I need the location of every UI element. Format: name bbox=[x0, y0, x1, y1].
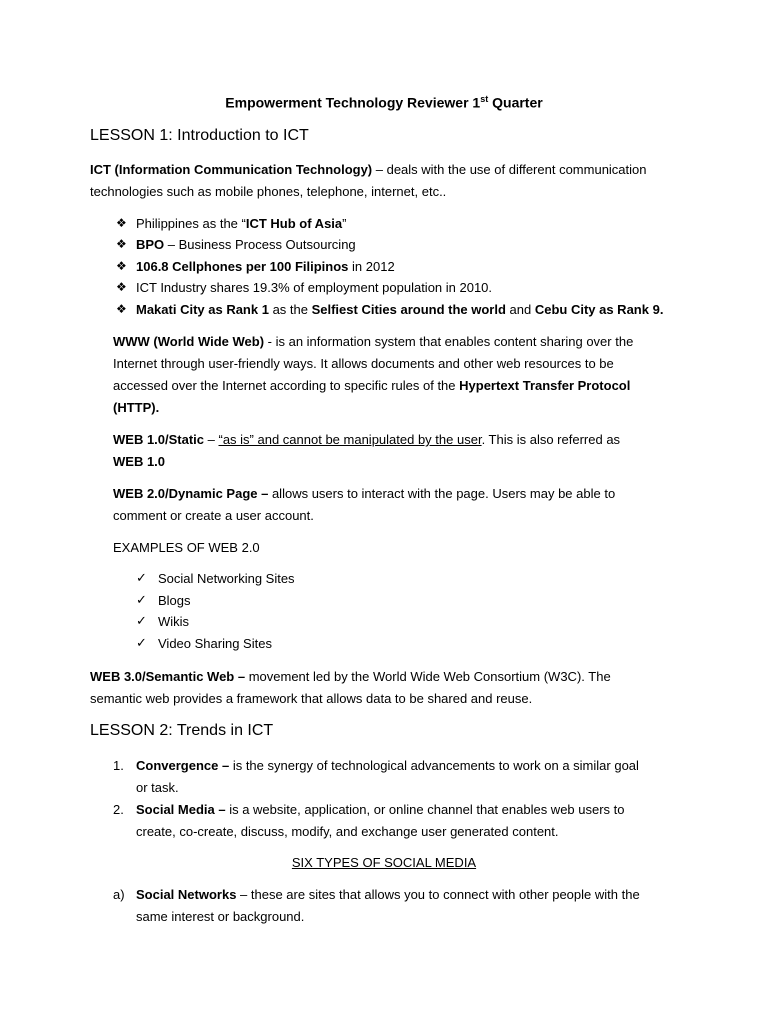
document-title: Empowerment Technology Reviewer 1st Quarter bbox=[225, 94, 543, 111]
trend-social-media: Social Media – is a website, application, or online channel that enables web users to create, co-create, discuss, modify, and exchange user generated content. bbox=[136, 802, 625, 839]
web3-definition: WEB 3.0/Semantic Web – movement led by the World Wide Web Consortium (W3C). The semantic web provides a framework that allows data to be shared and reuse. bbox=[90, 669, 611, 706]
checkmark-icon: ✓ bbox=[136, 635, 147, 650]
diamond-bullet-icon: ❖ bbox=[116, 302, 127, 316]
diamond-bullet-icon: ❖ bbox=[116, 216, 127, 230]
bullet-cellphones: 106.8 Cellphones per 100 Filipinos in 2012 bbox=[136, 259, 395, 274]
checkmark-icon: ✓ bbox=[136, 592, 147, 607]
list-number: 2. bbox=[113, 802, 124, 817]
web2-definition: WEB 2.0/Dynamic Page – allows users to interact with the page. Users may be able to comment or create a user account. bbox=[113, 486, 616, 523]
social-networks-definition: Social Networks – these are sites that allows you to connect with other people with the same interest or background. bbox=[136, 887, 640, 924]
diamond-bullet-icon: ❖ bbox=[116, 237, 127, 251]
www-definition: WWW (World Wide Web) - is an information system that enables content sharing over the Internet through user-friendly ways. It allows documents and other web resources to be accessed over the Internet according to specific rules of the Hypertext Transfer Protocol (HTTP). bbox=[113, 334, 634, 415]
list-letter: a) bbox=[113, 887, 125, 902]
bullet-ict-industry: ICT Industry shares 19.3% of employment population in 2010. bbox=[136, 280, 493, 295]
checkmark-icon: ✓ bbox=[136, 570, 147, 585]
list-number: 1. bbox=[113, 758, 124, 773]
examples-heading: EXAMPLES OF WEB 2.0 bbox=[113, 540, 260, 555]
six-types-heading: SIX TYPES OF SOCIAL MEDIA bbox=[291, 855, 477, 870]
web1-definition: WEB 1.0/Static – “as is” and cannot be manipulated by the user. This is also referred as WEB 1.0 bbox=[113, 432, 621, 469]
example-item: Blogs bbox=[158, 593, 191, 608]
example-item: Video Sharing Sites bbox=[158, 636, 272, 651]
example-item: Social Networking Sites bbox=[158, 571, 295, 586]
diamond-bullet-icon: ❖ bbox=[116, 280, 127, 294]
lesson1-heading: LESSON 1: Introduction to ICT bbox=[90, 127, 309, 144]
checkmark-icon: ✓ bbox=[136, 613, 147, 628]
bullet-ict-hub: Philippines as the “ICT Hub of Asia” bbox=[136, 216, 347, 231]
diamond-bullet-icon: ❖ bbox=[116, 259, 127, 273]
bullet-selfiest-cities: Makati City as Rank 1 as the Selfiest Cities around the world and Cebu City as Rank 9. bbox=[136, 302, 664, 317]
lesson2-heading: LESSON 2: Trends in ICT bbox=[90, 722, 274, 739]
trend-convergence: Convergence – is the synergy of technological advancements to work on a similar goal or task. bbox=[136, 758, 639, 795]
example-item: Wikis bbox=[158, 614, 190, 629]
ict-definition: ICT (Information Communication Technology) – deals with the use of different communication technologies such as mobile phones, telephone, internet, etc.. bbox=[90, 162, 647, 199]
bullet-bpo: BPO – Business Process Outsourcing bbox=[136, 237, 356, 252]
